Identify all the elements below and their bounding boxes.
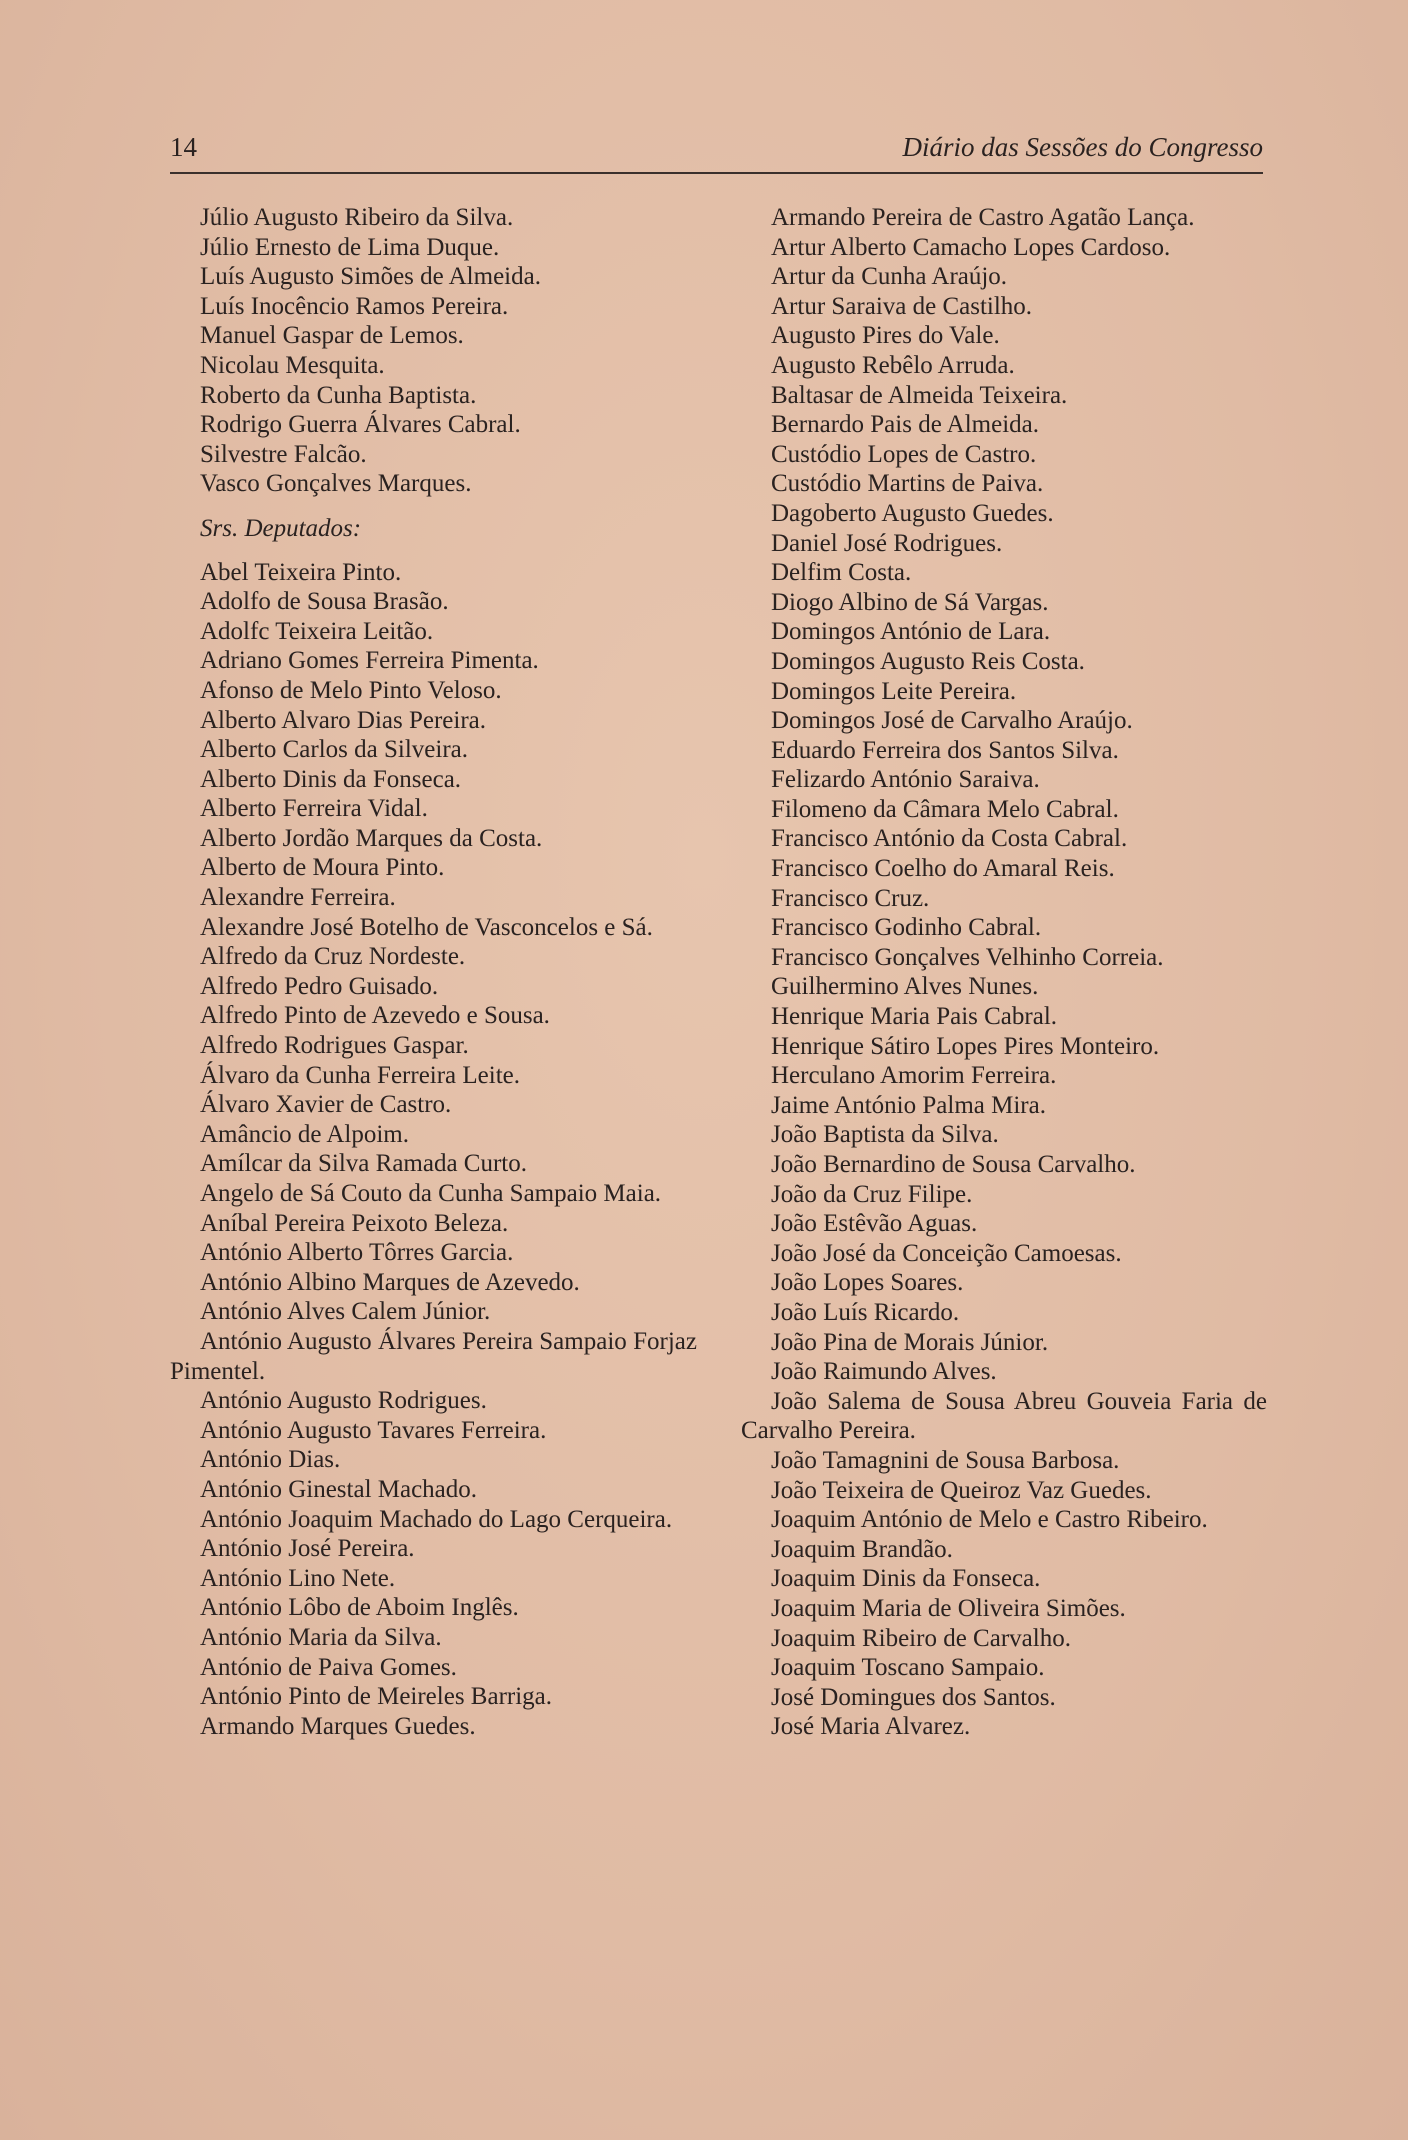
member-name: Luís Inocêncio Ramos Pereira.	[200, 292, 509, 320]
member-name: Manuel Gaspar de Lemos.	[200, 322, 464, 350]
member-name: Adolfc Teixeira Leitão.	[200, 617, 434, 645]
member-name: Nicolau Mesquita.	[200, 351, 385, 379]
member-name: António Alberto Tôrres Garcia.	[200, 1239, 514, 1267]
member-name: António de Paiva Gomes.	[200, 1653, 457, 1681]
member-name: Alfredo Rodrigues Gaspar.	[200, 1032, 469, 1060]
member-name: Francisco Coelho do Amaral Reis.	[771, 855, 1115, 883]
member-name: João Teixeira de Queiroz Vaz Guedes.	[771, 1476, 1152, 1504]
member-name: Francisco Cruz.	[771, 884, 930, 912]
member-name: Alberto de Moura Pinto.	[200, 854, 445, 882]
running-title: Diário das Sessões do Congresso	[902, 132, 1263, 162]
member-name: Alberto Carlos da Silveira.	[200, 736, 468, 764]
member-name: Francisco Gonçalves Velhinho Correia.	[771, 943, 1164, 971]
member-name: António Lino Nete.	[200, 1564, 396, 1592]
page-header	[170, 128, 1263, 174]
member-name: Henrique Maria Pais Cabral.	[771, 1003, 1058, 1031]
member-name: Adolfo de Sousa Brasão.	[200, 588, 449, 616]
member-name: Artur da Cunha Araújo.	[771, 263, 1008, 291]
section-heading: Srs. Deputados:	[200, 514, 362, 542]
member-name: Eduardo Ferreira dos Santos Silva.	[771, 736, 1119, 764]
member-name: António Lôbo de Aboim Inglês.	[200, 1594, 519, 1622]
member-name: Herculano Amorim Ferreira.	[771, 1062, 1057, 1090]
member-name: Amâncio de Alpoim.	[200, 1120, 409, 1148]
member-name: Joaquim António de Melo e Castro Ribeiro.	[771, 1506, 1208, 1534]
member-name: Domingos Leite Pereira.	[771, 677, 1017, 705]
member-name: Alfredo Pedro Guisado.	[200, 972, 439, 1000]
member-name: João Salema de Sousa Abreu Gouveia Faria de Carvalho Pereira.	[741, 1387, 1267, 1445]
member-name: Adriano Gomes Ferreira Pimenta.	[200, 647, 539, 675]
member-name: Amílcar da Silva Ramada Curto.	[200, 1150, 528, 1178]
member-name: Aníbal Pereira Peixoto Beleza.	[200, 1209, 509, 1237]
member-name: Alberto Dinis da Fonseca.	[200, 765, 462, 793]
member-name: Alexandre José Botelho de Vasconcelos e Sá.	[200, 913, 653, 941]
member-name: João Lopes Soares.	[771, 1269, 964, 1297]
member-name: Bernardo Pais de Almeida.	[771, 411, 1039, 439]
member-name: José Domingues dos Santos.	[771, 1683, 1056, 1711]
member-name: Artur Alberto Camacho Lopes Cardoso.	[771, 233, 1171, 261]
member-name: Angelo de Sá Couto da Cunha Sampaio Maia.	[200, 1180, 662, 1207]
member-name: Júlio Ernesto de Lima Duque.	[200, 233, 500, 261]
member-name: Rodrigo Guerra Álvares Cabral.	[200, 411, 521, 439]
member-name: Abel Teixeira Pinto.	[200, 558, 402, 586]
member-name: João Baptista da Silva.	[771, 1121, 999, 1149]
member-name: Filomeno da Câmara Melo Cabral.	[771, 795, 1119, 823]
member-name: António Alves Calem Júnior.	[200, 1298, 491, 1326]
member-name: António Augusto Álvares Pereira Sampaio Forjaz Pimentel.	[170, 1327, 697, 1385]
member-name: Joaquim Dinis da Fonseca.	[771, 1565, 1041, 1593]
member-name: Henrique Sátiro Lopes Pires Monteiro.	[771, 1032, 1160, 1060]
member-name: Armando Pereira de Castro Agatão Lança.	[771, 204, 1195, 231]
member-name: Augusto Pires do Vale.	[771, 322, 1000, 350]
member-name: João Pina de Morais Júnior.	[771, 1328, 1049, 1356]
member-name: Roberto da Cunha Baptista.	[200, 381, 477, 409]
member-name: Alexandre Ferreira.	[200, 884, 396, 912]
member-name: António José Pereira.	[200, 1535, 415, 1563]
member-name: Luís Augusto Simões de Almeida.	[200, 263, 541, 291]
member-name: Armando Marques Guedes.	[200, 1712, 476, 1740]
right-column	[741, 203, 1267, 1742]
member-name: Diogo Albino de Sá Vargas.	[771, 588, 1049, 616]
member-name: António Augusto Tavares Ferreira.	[200, 1416, 547, 1444]
member-name: Alberto Jordão Marques da Costa.	[200, 824, 543, 852]
member-name: Delfim Costa.	[771, 559, 912, 587]
member-name: Francisco Godinho Cabral.	[771, 914, 1042, 942]
member-name: Alberto Ferreira Vidal.	[200, 795, 428, 823]
member-name: João Luís Ricardo.	[771, 1298, 960, 1326]
member-name: António Albino Marques de Azevedo.	[200, 1268, 580, 1296]
member-name: Domingos José de Carvalho Araújo.	[771, 707, 1133, 735]
member-name: Afonso de Melo Pinto Veloso.	[200, 676, 502, 704]
page-number: 14	[170, 132, 197, 162]
member-name: Álvaro Xavier de Castro.	[200, 1091, 452, 1119]
member-name: António Augusto Rodrigues.	[200, 1387, 487, 1415]
member-name: Álvaro da Cunha Ferreira Leite.	[200, 1061, 521, 1089]
member-name: Artur Saraiva de Castilho.	[771, 292, 1033, 320]
member-name: José Maria Alvarez.	[771, 1713, 971, 1741]
member-name: António Joaquim Machado do Lago Cerqueira.	[200, 1505, 673, 1533]
member-name: António Dias.	[200, 1446, 341, 1474]
member-name: Alberto Alvaro Dias Pereira.	[200, 706, 487, 734]
member-name: Dagoberto Augusto Guedes.	[771, 499, 1054, 527]
member-name: Augusto Rebêlo Arruda.	[771, 351, 1015, 379]
member-name: Custódio Lopes de Castro.	[771, 440, 1037, 468]
member-name: Felizardo António Saraiva.	[771, 766, 1040, 794]
member-name: Custódio Martins de Paiva.	[771, 470, 1044, 498]
member-name: Joaquim Brandão.	[771, 1535, 953, 1563]
member-name: Alfredo da Cruz Nordeste.	[200, 943, 466, 971]
member-name: Jaime António Palma Mira.	[771, 1091, 1046, 1119]
left-column	[170, 203, 697, 1741]
member-name: Joaquim Maria de Oliveira Simões.	[771, 1594, 1126, 1622]
member-name: António Maria da Silva.	[200, 1623, 442, 1651]
member-name: Silvestre Falcão.	[200, 440, 367, 468]
member-name: António Ginestal Machado.	[200, 1475, 478, 1503]
member-name: Júlio Augusto Ribeiro da Silva.	[200, 204, 514, 231]
member-name: Domingos António de Lara.	[771, 618, 1051, 646]
member-name: João Bernardino de Sousa Carvalho.	[771, 1151, 1136, 1178]
member-name: João Tamagnini de Sousa Barbosa.	[771, 1446, 1120, 1474]
member-name: Baltasar de Almeida Teixeira.	[771, 381, 1068, 409]
member-name: Joaquim Toscano Sampaio.	[771, 1654, 1045, 1682]
member-name: Daniel José Rodrigues.	[771, 529, 1003, 557]
member-name: Guilhermino Alves Nunes.	[771, 973, 1039, 1001]
member-name: Alfredo Pinto de Azevedo e Sousa.	[200, 1002, 550, 1030]
member-name: Vasco Gonçalves Marques.	[200, 470, 472, 498]
member-name: Joaquim Ribeiro de Carvalho.	[771, 1624, 1071, 1652]
member-name: João da Cruz Filipe.	[771, 1180, 973, 1208]
member-name: Domingos Augusto Reis Costa.	[771, 647, 1085, 675]
member-name: Francisco António da Costa Cabral.	[771, 825, 1128, 853]
member-name: António Pinto de Meireles Barriga.	[200, 1683, 553, 1711]
member-name: João José da Conceição Camoesas.	[771, 1239, 1122, 1267]
member-name: João Raimundo Alves.	[771, 1358, 997, 1386]
member-name: João Estêvão Aguas.	[771, 1210, 978, 1238]
